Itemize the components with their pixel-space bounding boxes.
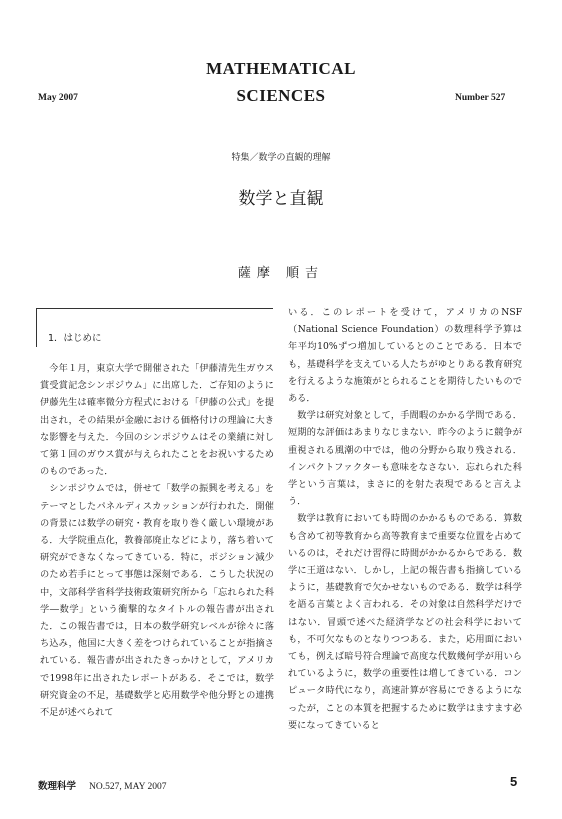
footer-issue: NO.527, MAY 2007 <box>89 782 167 792</box>
right-paragraph-2: 数学は研究対象として，手間暇のかかる学問である．短期的な評価はあまりなじまない．昨今のように競争が重視される風潮の中では，他の分野から取り残される．インパクトファクターも意味をなさない．忘れられた科学という言葉は，まさに的を射た表現であると言えよう． <box>288 410 522 508</box>
footer-journal-name: 数理科学 <box>38 781 77 792</box>
issue-number: Number 527 <box>455 93 506 103</box>
journal-title-line1: MATHEMATICAL <box>206 59 356 78</box>
page-number: 5 <box>510 774 518 789</box>
author-name: 薩摩 順吉 <box>237 266 325 281</box>
right-column <box>288 304 522 734</box>
right-paragraph-3: 数学は教育においても時間のかかるものである．算数も含めて初等教育から高等教育まで重要な位置を占めているのは，それだけ習得に時間がかかるからである．数学に王道はない．しかし，上記の報告書も指摘しているように，基礎教育で欠かせないものである．数学は科学を語る言葉とよく言われる．その対象は自然科学だけではない．冒頭で述べた経済学などの社会科学においても，不可欠なものとなりつつある．また，応用面においても，例えば暗号符合理論で高度な代数幾何学が用いられているように，数学の重要性は増してきている．コンピュータ時代になり，高速計算が容易にできるようになったが，ことの本質を把握するために数学はますます必要になってきていると <box>288 513 522 731</box>
section-heading: 1．はじめに <box>48 333 102 344</box>
left-paragraph-1: 今年１月，東京大学で開催された「伊藤清先生ガウス賞受賞記念シンポジウム」に出席した．ご存知のように伊藤先生は確率微分方程式における「伊藤の公式」を提出され，その結果が金融における価格付けの理論に大きな影響を与えた．今回のシンポジウムはその業績に対して第１回のガウス賞が与えられたことをお祝いするためのものであった． <box>40 363 274 478</box>
footer-journal <box>38 778 166 792</box>
journal-title-line2: SCIENCES <box>236 86 326 105</box>
article-title: 数学と直観 <box>238 189 324 209</box>
feature-label: 特集／数学の直観的理解 <box>231 153 331 163</box>
issue-date: May 2007 <box>38 93 78 103</box>
left-column <box>40 360 274 721</box>
left-paragraph-2: シンポジウムでは，併せて「数学の振興を考える」をテーマとしたパネルディスカッションが行われた．開催の背景には数学の研究・教育を取り巻く厳しい環境がある．大学院重点化，教養部廃止などにより，落ち着いて研究ができなくなってきている．特に，ポジション減少のため若手にとって事態は深刻である．こうした状況の中，文部科学省科学技術政策研究所から「忘れられた科学―数学」という衝撃的なタイトルの報告書が出された．この報告書では，日本の数学研究レベルが徐々に落ち込み，他国に大きく差をつけられていることが指摘されている．報告書が出されたきっかけとして，アメリカで1998年に出されたレポートがある．そこでは，数学研究資金の不足，基礎数学と応用数学や他分野との連携不足が述べられて <box>40 483 274 719</box>
right-paragraph-1: いる．このレポートを受けて，アメリカのNSF（National Science Foundation）の数理科学予算は年平均10%ずつ増加しているとのことである．日本でも，基礎科学を支えている人たちがゆとりある教育研究を行えるような施策がとられることを期待したいものである． <box>288 307 522 405</box>
